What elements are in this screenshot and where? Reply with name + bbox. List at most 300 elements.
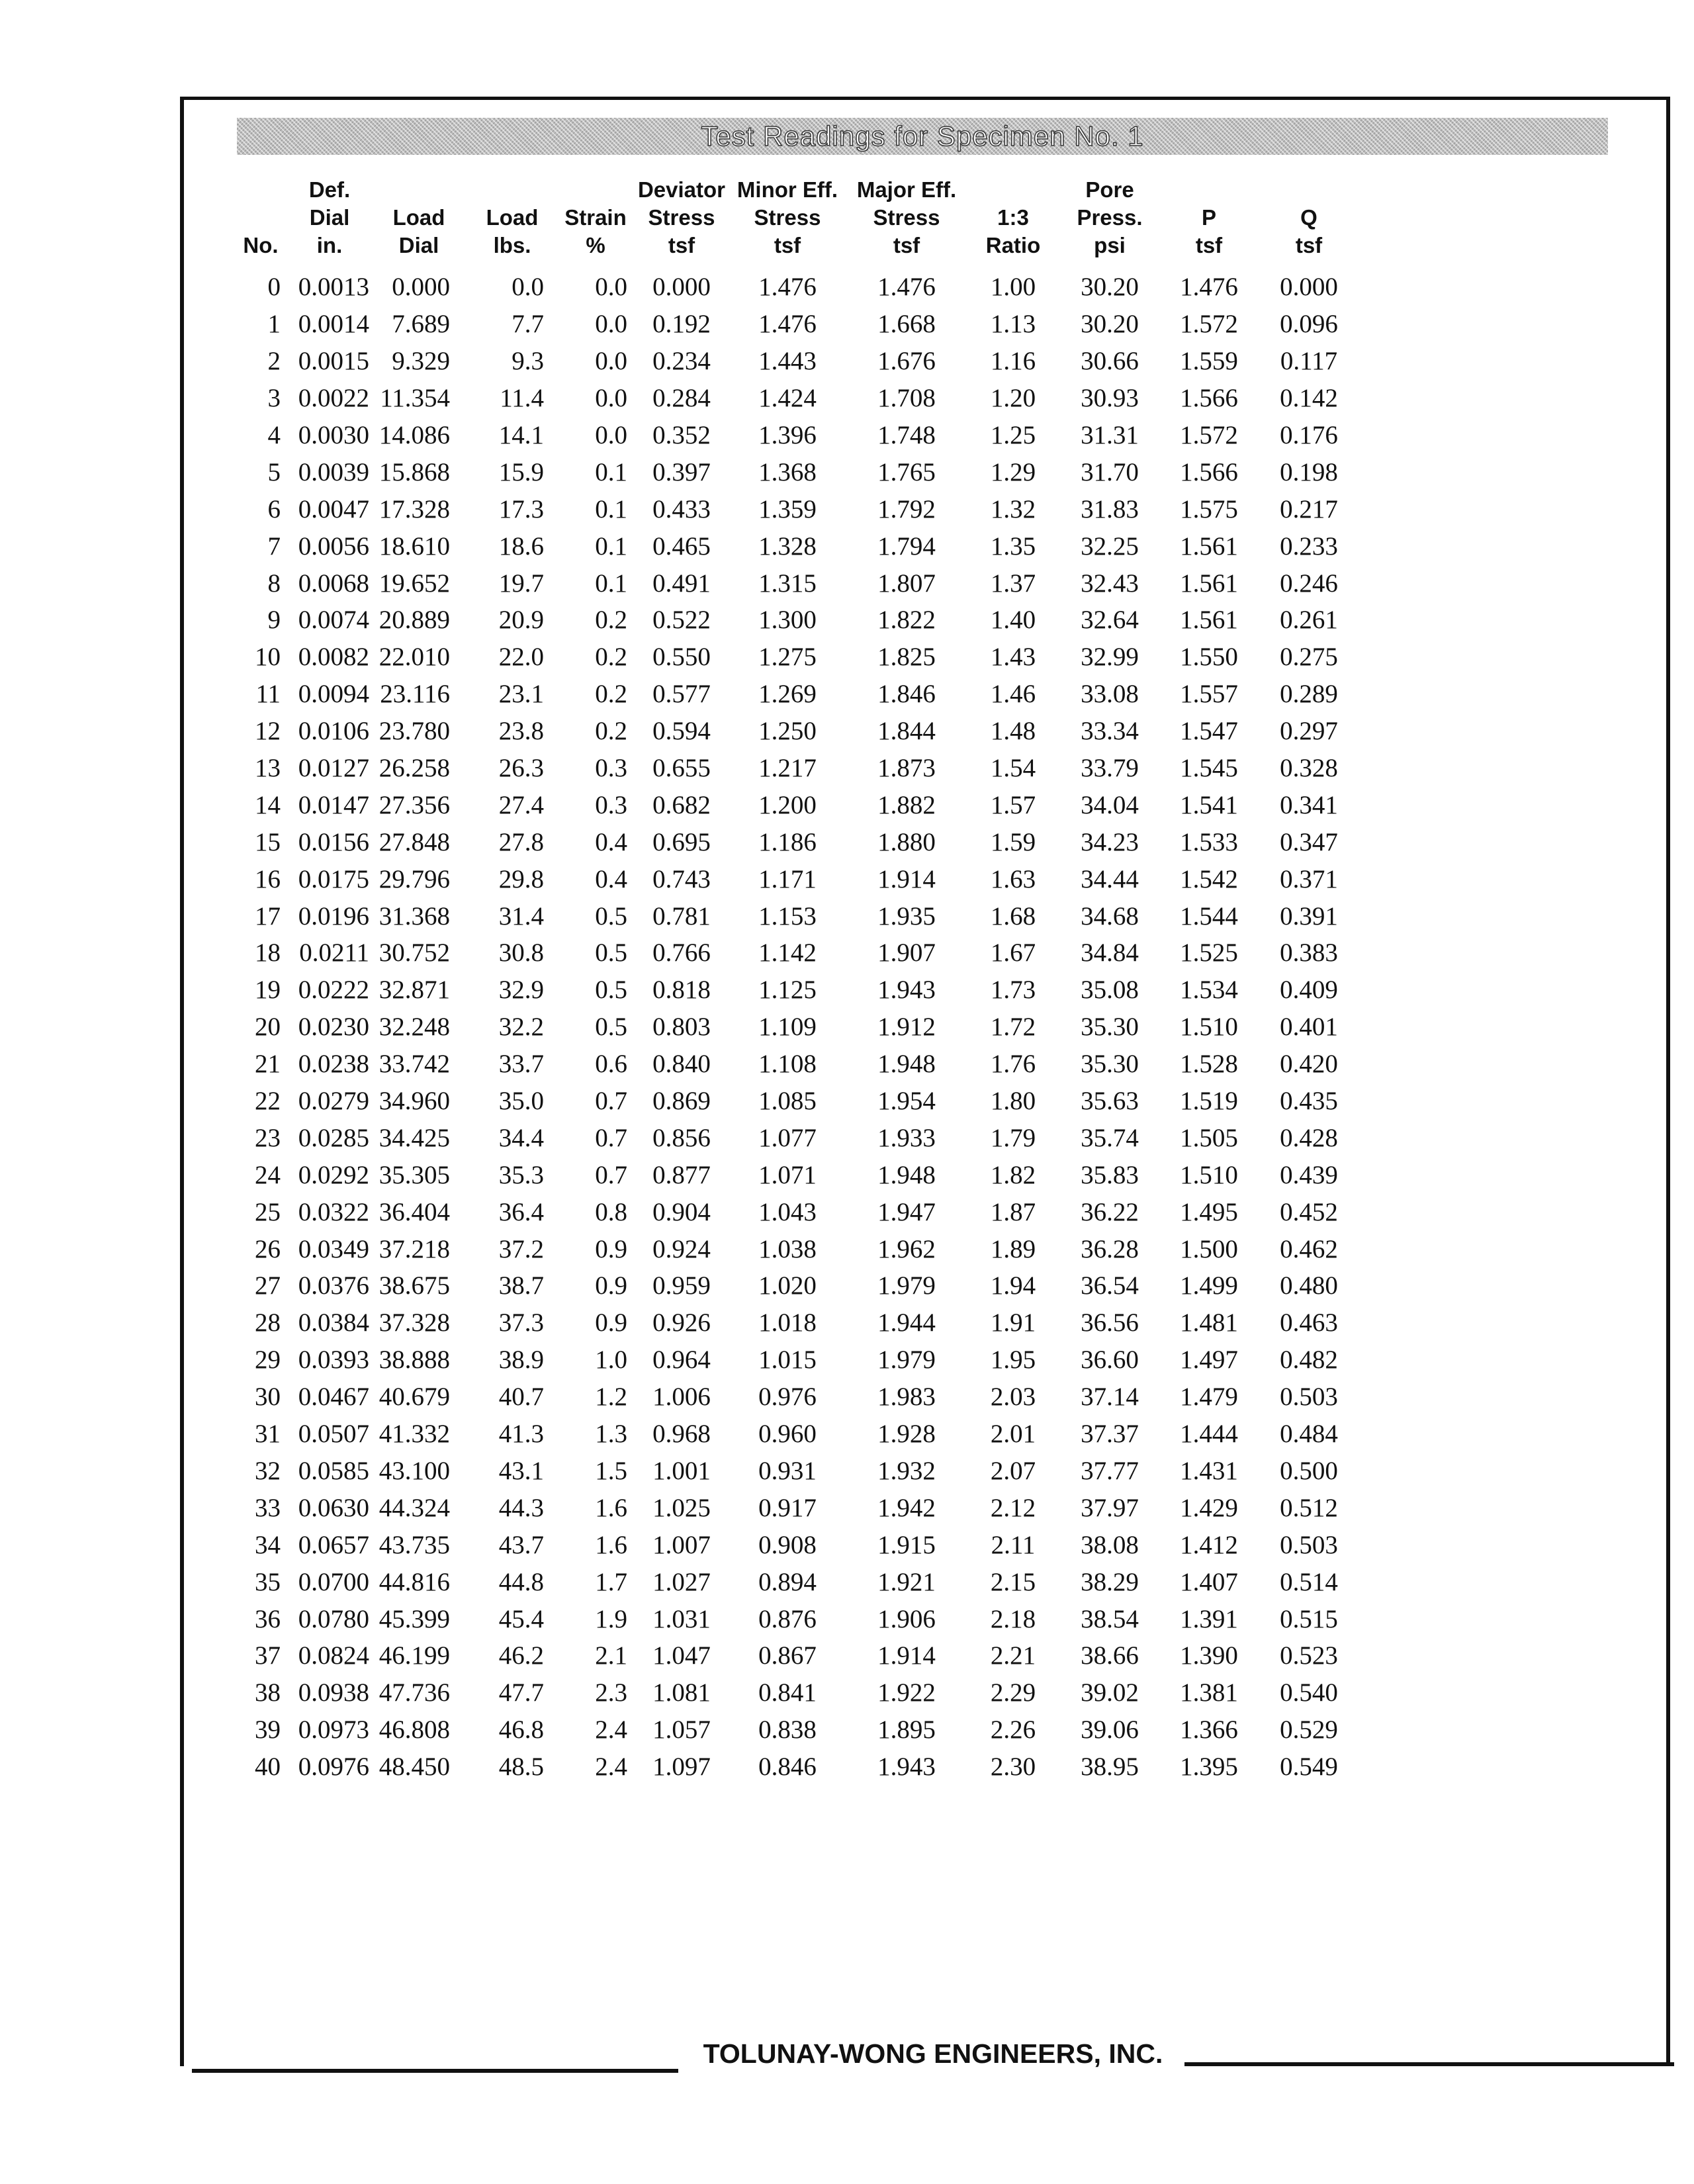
table-cell: 1.80 xyxy=(990,1087,1036,1116)
table-cell: 0.0824 xyxy=(298,1641,369,1670)
table-cell: 38.9 xyxy=(498,1345,544,1375)
table-cell: 0.0780 xyxy=(298,1604,369,1633)
table-cell: 0.743 xyxy=(652,864,711,893)
table-cell: 0.0127 xyxy=(298,754,369,783)
table-cell: 36.22 xyxy=(1081,1197,1139,1226)
table-cell: 1.412 xyxy=(1180,1530,1238,1559)
table-cell: 0.0938 xyxy=(298,1678,369,1707)
table-cell: 0.198 xyxy=(1280,457,1338,486)
table-cell: 1.575 xyxy=(1180,494,1238,523)
table-cell: 1.390 xyxy=(1180,1641,1238,1670)
table-cell: 0.550 xyxy=(652,643,711,672)
table-cell: 0.096 xyxy=(1280,310,1338,339)
table-cell: 1.35 xyxy=(990,531,1036,561)
table-cell: 1.922 xyxy=(877,1678,936,1707)
table-cell: 48.450 xyxy=(379,1752,450,1782)
table-cell: 1.947 xyxy=(877,1197,936,1226)
table-cell: 2.01 xyxy=(990,1420,1036,1449)
table-cell: 0.0056 xyxy=(298,531,369,561)
table-cell: 0.433 xyxy=(652,494,711,523)
table-cell: 32 xyxy=(255,1456,281,1485)
table-cell: 0.968 xyxy=(652,1420,711,1449)
table-cell: 1.825 xyxy=(877,643,936,672)
table-cell: 33.08 xyxy=(1081,680,1139,709)
table-cell: 0.1 xyxy=(595,569,627,598)
table-cell: 0.420 xyxy=(1280,1050,1338,1079)
table-row xyxy=(232,1453,1359,1490)
table-cell: 34.425 xyxy=(379,1123,450,1152)
table-cell: 0.117 xyxy=(1280,347,1338,376)
table-cell: 1.315 xyxy=(758,569,817,598)
table-cell: 1.915 xyxy=(877,1530,936,1559)
table-cell: 34.44 xyxy=(1081,864,1139,893)
table-cell: 0.347 xyxy=(1280,827,1338,856)
table-cell: 1.001 xyxy=(652,1456,711,1485)
table-cell: 30.752 xyxy=(379,938,450,968)
title-band xyxy=(237,118,1608,155)
table-cell: 2.3 xyxy=(595,1678,627,1707)
table-cell: 0.577 xyxy=(652,680,711,709)
table-cell: 41.3 xyxy=(498,1420,544,1449)
table-cell: 1.476 xyxy=(758,310,817,339)
table-cell: 38 xyxy=(255,1678,281,1707)
table-cell: 1.534 xyxy=(1180,976,1238,1005)
table-cell: 0.964 xyxy=(652,1345,711,1375)
table-cell: 44.8 xyxy=(498,1567,544,1596)
table-cell: 1.431 xyxy=(1180,1456,1238,1485)
table-row xyxy=(232,269,1359,306)
table-cell: 1.25 xyxy=(990,421,1036,449)
table-cell: 1.942 xyxy=(877,1493,936,1522)
table-cell: 2.15 xyxy=(990,1567,1036,1596)
table-cell: 38.7 xyxy=(498,1271,544,1300)
table-cell: 0.000 xyxy=(1280,273,1338,302)
table-cell: 0.0700 xyxy=(298,1567,369,1596)
table-cell: 1.108 xyxy=(758,1050,817,1079)
table-cell: 34.23 xyxy=(1081,827,1139,856)
table-cell: 0.0 xyxy=(595,310,627,339)
table-cell: 32.2 xyxy=(498,1013,544,1042)
table-cell: 1.9 xyxy=(595,1604,627,1633)
table-cell: 1.676 xyxy=(877,347,936,376)
table-cell: 0.695 xyxy=(652,827,711,856)
table-cell: 29 xyxy=(255,1345,281,1375)
table-cell: 1.444 xyxy=(1180,1420,1238,1449)
table-cell: 0.352 xyxy=(652,421,711,449)
table-cell: 1.542 xyxy=(1180,864,1238,893)
table-cell: 1.43 xyxy=(990,643,1036,672)
column-header-line: 1:3 xyxy=(997,205,1029,230)
table-cell: 14 xyxy=(255,790,281,819)
table-row xyxy=(232,1119,1359,1156)
table-cell: 38.08 xyxy=(1081,1530,1139,1559)
table-cell: 1.031 xyxy=(652,1604,711,1633)
table-cell: 32.64 xyxy=(1081,606,1139,635)
table-cell: 2.11 xyxy=(991,1530,1036,1559)
table-row xyxy=(232,602,1359,639)
table-row xyxy=(232,343,1359,380)
table-cell: 1.559 xyxy=(1180,347,1238,376)
table-cell: 35.74 xyxy=(1081,1123,1139,1152)
table-cell: 0.2 xyxy=(595,717,627,746)
table-cell: 11.4 xyxy=(500,384,544,413)
table-cell: 1.275 xyxy=(758,643,817,672)
table-cell: 0.0322 xyxy=(298,1197,369,1226)
table-cell: 32.248 xyxy=(379,1013,450,1042)
table-cell: 46.2 xyxy=(498,1641,544,1670)
table-cell: 0.435 xyxy=(1280,1087,1338,1116)
table-cell: 0.0630 xyxy=(298,1493,369,1522)
table-cell: 27.356 xyxy=(379,790,450,819)
table-cell: 0.0030 xyxy=(298,421,369,449)
table-cell: 1.933 xyxy=(877,1123,936,1152)
table-cell: 1.510 xyxy=(1180,1013,1238,1042)
table-body xyxy=(232,269,1359,1786)
table-cell: 0.3 xyxy=(595,790,627,819)
table-cell: 27.8 xyxy=(498,827,544,856)
table-cell: 5 xyxy=(267,457,281,486)
table-cell: 0.328 xyxy=(1280,754,1338,783)
table-cell: 0.0022 xyxy=(298,384,369,413)
table-cell: 1.572 xyxy=(1180,421,1238,449)
table-cell: 8 xyxy=(267,569,281,598)
table-cell: 1.368 xyxy=(758,457,817,486)
table-cell: 1.87 xyxy=(990,1197,1036,1226)
table-cell: 16 xyxy=(255,864,281,893)
table-cell: 1.943 xyxy=(877,976,936,1005)
table-cell: 20.9 xyxy=(498,606,544,635)
table-cell: 18.610 xyxy=(379,531,450,561)
table-cell: 30.8 xyxy=(498,938,544,968)
table-cell: 44.3 xyxy=(498,1493,544,1522)
table-cell: 0.234 xyxy=(652,347,711,376)
table-row xyxy=(232,1009,1359,1046)
table-row xyxy=(232,527,1359,565)
table-cell: 2.21 xyxy=(990,1641,1036,1670)
table-cell: 0.484 xyxy=(1280,1420,1338,1449)
table-row xyxy=(232,1637,1359,1674)
table-row xyxy=(232,490,1359,527)
frame-bottom-border-right xyxy=(1184,2062,1674,2066)
table-header-row xyxy=(232,171,1359,269)
table-cell: 1.948 xyxy=(877,1160,936,1189)
table-cell: 10 xyxy=(255,643,281,672)
table-cell: 1.018 xyxy=(758,1308,817,1338)
table-row xyxy=(232,1379,1359,1416)
column-header-line: Pore xyxy=(1085,177,1134,202)
table-cell: 1.928 xyxy=(877,1420,936,1449)
table-cell: 1.500 xyxy=(1180,1234,1238,1263)
frame-top-border xyxy=(180,97,1670,100)
table-cell: 38.54 xyxy=(1081,1604,1139,1633)
table-cell: 46.199 xyxy=(379,1641,450,1670)
table-cell: 1.82 xyxy=(990,1160,1036,1189)
table-row xyxy=(232,1526,1359,1563)
column-header-line: Press. xyxy=(1077,205,1143,230)
table-cell: 0.959 xyxy=(652,1271,711,1300)
table-cell: 0.428 xyxy=(1280,1123,1338,1152)
table-cell: 1.765 xyxy=(877,457,936,486)
table-cell: 1.882 xyxy=(877,790,936,819)
table-cell: 1.269 xyxy=(758,680,817,709)
table-cell: 1.572 xyxy=(1180,310,1238,339)
column-header-line: tsf xyxy=(668,233,695,257)
table-cell: 0.9 xyxy=(595,1271,627,1300)
table-cell: 0.284 xyxy=(652,384,711,413)
table-cell: 1.792 xyxy=(877,494,936,523)
table-cell: 32.871 xyxy=(379,976,450,1005)
table-cell: 0.512 xyxy=(1280,1493,1338,1522)
table-cell: 1.025 xyxy=(652,1493,711,1522)
table-cell: 36.60 xyxy=(1081,1345,1139,1375)
table-cell: 1.846 xyxy=(877,680,936,709)
table-cell: 2.4 xyxy=(595,1752,627,1782)
column-header-line: Strain xyxy=(564,205,627,230)
table-cell: 0.0 xyxy=(595,384,627,413)
table-cell: 33.79 xyxy=(1081,754,1139,783)
column-header-line: tsf xyxy=(893,233,920,257)
column-header-line: No. xyxy=(243,233,279,257)
table-row xyxy=(232,1267,1359,1304)
table-cell: 1.95 xyxy=(990,1345,1036,1375)
table-cell: 0.0230 xyxy=(298,1013,369,1042)
table-cell: 1.381 xyxy=(1180,1678,1238,1707)
table-cell: 0.0015 xyxy=(298,347,369,376)
table-row xyxy=(232,1600,1359,1637)
table-cell: 0.904 xyxy=(652,1197,711,1226)
table-cell: 28 xyxy=(255,1308,281,1338)
column-header xyxy=(556,171,635,269)
table-cell: 0.2 xyxy=(595,643,627,672)
table-cell: 1.027 xyxy=(652,1567,711,1596)
table-cell: 35.30 xyxy=(1081,1013,1139,1042)
table-cell: 0.289 xyxy=(1280,680,1338,709)
table-cell: 1.822 xyxy=(877,606,936,635)
table-row xyxy=(232,639,1359,676)
table-cell: 1.979 xyxy=(877,1271,936,1300)
table-cell: 0.960 xyxy=(758,1420,817,1449)
table-cell: 0.540 xyxy=(1280,1678,1338,1707)
table-cell: 38.95 xyxy=(1081,1752,1139,1782)
table-cell: 7.689 xyxy=(392,310,450,339)
table-cell: 0.867 xyxy=(758,1641,817,1670)
table-cell: 0.926 xyxy=(652,1308,711,1338)
table-row xyxy=(232,1083,1359,1120)
table-cell: 0.529 xyxy=(1280,1715,1338,1745)
table-cell: 22 xyxy=(255,1087,281,1116)
column-header-line: % xyxy=(586,233,605,257)
table-cell: 1.541 xyxy=(1180,790,1238,819)
table-cell: 11 xyxy=(255,680,281,709)
table-cell: 1.906 xyxy=(877,1604,936,1633)
table-cell: 46.808 xyxy=(379,1715,450,1745)
table-cell: 31 xyxy=(255,1420,281,1449)
column-header xyxy=(290,171,369,269)
table-cell: 0.0393 xyxy=(298,1345,369,1375)
column-header-line: tsf xyxy=(1295,233,1323,257)
column-header-line: Ratio xyxy=(985,233,1041,257)
table-cell: 0.841 xyxy=(758,1678,817,1707)
table-cell: 1.300 xyxy=(758,606,817,635)
table-row xyxy=(232,565,1359,602)
table-cell: 1.217 xyxy=(758,754,817,783)
table-cell: 29.796 xyxy=(379,864,450,893)
table-cell: 0.0211 xyxy=(299,938,369,968)
column-header xyxy=(1159,171,1259,269)
table-cell: 19.652 xyxy=(379,569,450,598)
table-cell: 0.840 xyxy=(652,1050,711,1079)
table-cell: 0.0976 xyxy=(298,1752,369,1782)
table-cell: 13 xyxy=(255,754,281,783)
page-title: Test Readings for Specimen No. 1 xyxy=(701,120,1144,152)
table-cell: 29.8 xyxy=(498,864,544,893)
table-cell: 1.476 xyxy=(1180,273,1238,302)
table-cell: 0.503 xyxy=(1280,1530,1338,1559)
table-cell: 1.200 xyxy=(758,790,817,819)
table-cell: 0.2 xyxy=(595,680,627,709)
table-cell: 1.359 xyxy=(758,494,817,523)
table-cell: 1.109 xyxy=(758,1013,817,1042)
table-cell: 2 xyxy=(267,347,281,376)
table-cell: 0.0175 xyxy=(298,864,369,893)
table-cell: 0.0507 xyxy=(298,1420,369,1449)
table-row xyxy=(232,417,1359,454)
table-cell: 0.0106 xyxy=(298,717,369,746)
table-cell: 1.76 xyxy=(990,1050,1036,1079)
table-cell: 1.499 xyxy=(1180,1271,1238,1300)
table-cell: 1.979 xyxy=(877,1345,936,1375)
column-header xyxy=(369,171,468,269)
table-cell: 2.03 xyxy=(990,1383,1036,1412)
table-cell: 9.3 xyxy=(512,347,544,376)
table-cell: 2.26 xyxy=(990,1715,1036,1745)
table-cell: 32.99 xyxy=(1081,643,1139,672)
column-header-line: psi xyxy=(1094,233,1126,257)
table-cell: 12 xyxy=(255,717,281,746)
table-cell: 0.233 xyxy=(1280,531,1338,561)
table-row xyxy=(232,1046,1359,1083)
table-cell: 1.32 xyxy=(990,494,1036,523)
table-cell: 1.043 xyxy=(758,1197,817,1226)
table-cell: 0.7 xyxy=(595,1160,627,1189)
table-cell: 1.047 xyxy=(652,1641,711,1670)
table-cell: 1.081 xyxy=(652,1678,711,1707)
test-readings-table xyxy=(232,171,1359,1786)
column-header xyxy=(1060,171,1159,269)
table-cell: 1.46 xyxy=(990,680,1036,709)
table-cell: 0.515 xyxy=(1280,1604,1338,1633)
table-cell: 1.54 xyxy=(990,754,1036,783)
table-cell: 47.7 xyxy=(498,1678,544,1707)
table-cell: 23 xyxy=(255,1123,281,1152)
table-cell: 1.943 xyxy=(877,1752,936,1782)
table-cell: 32.43 xyxy=(1081,569,1139,598)
column-header xyxy=(847,171,966,269)
table-cell: 26.258 xyxy=(379,754,450,783)
column-header xyxy=(635,171,728,269)
table-cell: 1.366 xyxy=(1180,1715,1238,1745)
table-cell: 32.25 xyxy=(1081,531,1139,561)
table-cell: 0.594 xyxy=(652,717,711,746)
table-cell: 37.2 xyxy=(498,1234,544,1263)
column-header-line: Q xyxy=(1300,205,1317,230)
table-cell: 0.0222 xyxy=(298,976,369,1005)
table-cell: 47.736 xyxy=(379,1678,450,1707)
table-cell: 22.010 xyxy=(379,643,450,672)
table-cell: 14.1 xyxy=(498,421,544,449)
table-cell: 23.116 xyxy=(380,680,450,709)
table-cell: 1.912 xyxy=(877,1013,936,1042)
table-cell: 31.368 xyxy=(379,901,450,931)
table-cell: 1.391 xyxy=(1180,1604,1238,1633)
table-cell: 18.6 xyxy=(498,531,544,561)
table-cell: 0.0238 xyxy=(298,1050,369,1079)
table-cell: 1.57 xyxy=(990,790,1036,819)
table-cell: 36.54 xyxy=(1081,1271,1139,1300)
table-cell: 34.4 xyxy=(498,1123,544,1152)
table-cell: 31.4 xyxy=(498,901,544,931)
table-cell: 1.153 xyxy=(758,901,817,931)
table-cell: 1.057 xyxy=(652,1715,711,1745)
column-header-line: Dial xyxy=(309,205,350,230)
table-cell: 2.29 xyxy=(990,1678,1036,1707)
column-header-line: Load xyxy=(486,205,539,230)
table-cell: 1.954 xyxy=(877,1087,936,1116)
table-cell: 1.48 xyxy=(990,717,1036,746)
table-cell: 0.0047 xyxy=(298,494,369,523)
table-cell: 38.29 xyxy=(1081,1567,1139,1596)
table-cell: 3 xyxy=(267,384,281,413)
table-cell: 37.328 xyxy=(379,1308,450,1338)
table-cell: 48.5 xyxy=(498,1752,544,1782)
table-cell: 15.868 xyxy=(379,457,450,486)
table-cell: 0.409 xyxy=(1280,976,1338,1005)
table-cell: 0.0 xyxy=(595,347,627,376)
table-cell: 44.324 xyxy=(379,1493,450,1522)
table-cell: 0.192 xyxy=(652,310,711,339)
table-cell: 1.935 xyxy=(877,901,936,931)
table-cell: 0.297 xyxy=(1280,717,1338,746)
table-cell: 0.000 xyxy=(392,273,450,302)
table-cell: 1.186 xyxy=(758,827,817,856)
column-header-line: tsf xyxy=(774,233,801,257)
table-cell: 38.66 xyxy=(1081,1641,1139,1670)
table-cell: 0.846 xyxy=(758,1752,817,1782)
table-cell: 0.1 xyxy=(595,494,627,523)
table-cell: 0.142 xyxy=(1280,384,1338,413)
table-cell: 45.399 xyxy=(379,1604,450,1633)
table-cell: 0.549 xyxy=(1280,1752,1338,1782)
table-cell: 0.0147 xyxy=(298,790,369,819)
table-cell: 1.59 xyxy=(990,827,1036,856)
table-cell: 1.844 xyxy=(877,717,936,746)
table-cell: 1.561 xyxy=(1180,606,1238,635)
table-cell: 17.3 xyxy=(498,494,544,523)
table-cell: 1.566 xyxy=(1180,457,1238,486)
table-cell: 37.97 xyxy=(1081,1493,1139,1522)
table-cell: 0.522 xyxy=(652,606,711,635)
table-cell: 0.391 xyxy=(1280,901,1338,931)
table-cell: 0.0068 xyxy=(298,569,369,598)
table-cell: 0.462 xyxy=(1280,1234,1338,1263)
table-cell: 0.275 xyxy=(1280,643,1338,672)
table-cell: 39.06 xyxy=(1081,1715,1139,1745)
table-cell: 0.1 xyxy=(595,531,627,561)
table-cell: 1.6 xyxy=(595,1493,627,1522)
table-cell: 2.30 xyxy=(990,1752,1036,1782)
table-cell: 2.1 xyxy=(595,1641,627,1670)
table-cell: 30 xyxy=(255,1383,281,1412)
